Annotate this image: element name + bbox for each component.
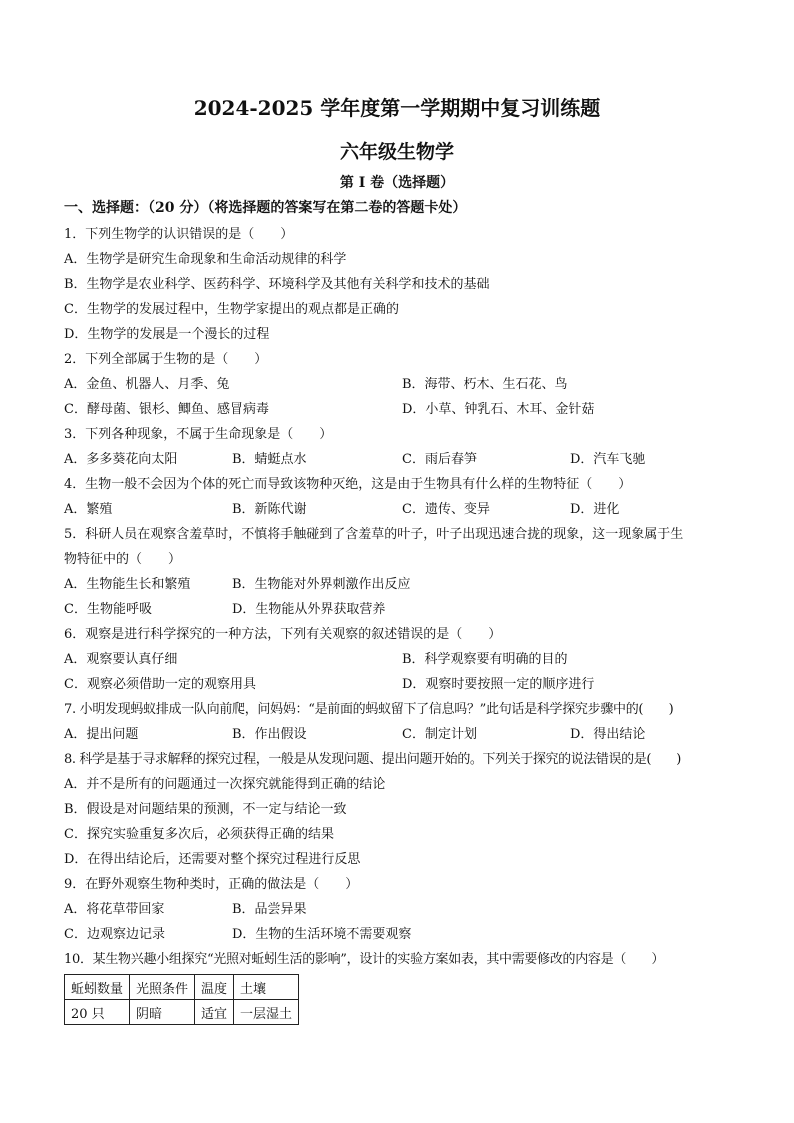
option-row — [64, 647, 744, 672]
question-stem: 10．某生物兴趣小组探究“光照对蚯蚓生活的影响”，设计的实验方案如表，其中需要修改的内容是（ ） — [64, 952, 665, 967]
option: B．新陈代谢 — [232, 502, 307, 517]
option-row — [64, 447, 744, 472]
option: D．在得出结论后，还需要对整个探究过程进行反思 — [64, 852, 361, 867]
question-stem: 1．下列生物学的认识错误的是（ ） — [64, 227, 294, 242]
option-row — [64, 397, 744, 422]
table-cell: 阴暗 — [130, 1000, 195, 1025]
option: A．将花草带回家 — [64, 902, 165, 917]
option: D．生物能从外界获取营养 — [232, 602, 386, 617]
option: C．遗传、变异 — [402, 502, 490, 517]
question-stem: 5．科研人员在观察含羞草时，不慎将手触碰到了含羞草的叶子，叶子出现迅速合拢的现象，这一现象属于生 — [64, 527, 684, 542]
option: D．小草、钟乳石、木耳、金针菇 — [402, 402, 595, 417]
table-header-cell: 蚯蚓数量 — [65, 975, 130, 1000]
table-cell: 20 只 — [65, 1000, 130, 1025]
exam-subtitle: 六年级生物学 — [339, 141, 454, 163]
option: D．进化 — [570, 502, 620, 517]
option: C．生物学的发展过程中，生物学家提出的观点都是正确的 — [64, 302, 399, 317]
option: B．蜻蜓点水 — [232, 452, 307, 467]
option: B．假设是对问题结果的预测，不一定与结论一致 — [64, 802, 347, 817]
volume-label: 第 I 卷（选择题） — [339, 175, 455, 191]
option: C．酵母菌、银杉、鲫鱼、感冒病毒 — [64, 402, 269, 417]
table-header-cell: 土壤 — [234, 975, 299, 1000]
option: A．提出问题 — [64, 727, 139, 742]
table-row — [65, 1000, 299, 1025]
option: B．海带、朽木、生石花、鸟 — [402, 377, 568, 392]
option: B．生物学是农业科学、医药科学、环境科学及其他有关科学和技术的基础 — [64, 277, 490, 292]
option: A．金鱼、机器人、月季、兔 — [64, 377, 230, 392]
question-stem: 2．下列全部属于生物的是（ ） — [64, 352, 268, 367]
question-stem-continued: 物特征中的（ ） — [64, 552, 182, 567]
option-row — [64, 722, 744, 747]
table-header-cell: 光照条件 — [130, 975, 195, 1000]
option: B．品尝异果 — [232, 902, 307, 917]
option: A．生物学是研究生命现象和生命活动规律的科学 — [64, 252, 347, 267]
option: A．繁殖 — [64, 502, 113, 517]
question-stem: 8. 科学是基于寻求解释的探究过程，一般是从发现问题、提出问题开始的。下列关于探究的说法错误的是( ) — [64, 752, 681, 767]
option: A．多多葵花向太阳 — [64, 452, 178, 467]
option: D．汽车飞驰 — [570, 452, 646, 467]
table-header-cell: 温度 — [195, 975, 234, 1000]
option: D．观察时要按照一定的顺序进行 — [402, 677, 595, 692]
option-row — [64, 897, 744, 922]
option: C．探究实验重复多次后，必须获得正确的结果 — [64, 827, 334, 842]
option: D．得出结论 — [570, 727, 646, 742]
table-cell: 适宜 — [195, 1000, 234, 1025]
option-row — [64, 572, 744, 597]
question-stem: 6．观察是进行科学探究的一种方法，下列有关观察的叙述错误的是（ ） — [64, 627, 502, 642]
question-list — [64, 222, 744, 1025]
option: A．观察要认真仔细 — [64, 652, 178, 667]
option: A．并不是所有的问题通过一次探究就能得到正确的结论 — [64, 777, 386, 792]
option-row — [64, 922, 744, 947]
question-stem: 3．下列各种现象，不属于生命现象是（ ） — [64, 427, 333, 442]
option: D．生物的生活环境不需要观察 — [232, 927, 412, 942]
option-row — [64, 672, 744, 697]
option-row — [64, 497, 744, 522]
experiment-table — [64, 974, 299, 1025]
option: A．生物能生长和繁殖 — [64, 577, 191, 592]
option: C．生物能呼吸 — [64, 602, 152, 617]
option: B．作出假设 — [232, 727, 307, 742]
table-header-row — [65, 975, 299, 1000]
option: D．生物学的发展是一个漫长的过程 — [64, 327, 270, 342]
exam-title: 2024-2025 学年度第一学期期中复习训练题 — [193, 96, 601, 120]
table-cell: 一层湿土 — [234, 1000, 299, 1025]
option-row — [64, 597, 744, 622]
option: C．雨后春笋 — [402, 452, 477, 467]
question-stem: 7. 小明发现蚂蚁排成一队向前爬，问妈妈：“是前面的蚂蚁留下了信息吗？”此句话是科学探究步骤中的( ) — [64, 702, 674, 717]
section-header: 一、选择题：（20 分）（将选择题的答案写在第二卷的答题卡处） — [64, 200, 467, 216]
option-row — [64, 372, 744, 397]
option: B．生物能对外界刺激作出反应 — [232, 577, 411, 592]
question-stem: 9．在野外观察生物种类时，正确的做法是（ ） — [64, 877, 359, 892]
option: C．制定计划 — [402, 727, 477, 742]
option: B．科学观察要有明确的目的 — [402, 652, 568, 667]
option: C．观察必须借助一定的观察用具 — [64, 677, 256, 692]
option: C．边观察边记录 — [64, 927, 165, 942]
question-stem: 4．生物一般不会因为个体的死亡而导致该物种灭绝，这是由于生物具有什么样的生物特征（ ） — [64, 477, 632, 492]
